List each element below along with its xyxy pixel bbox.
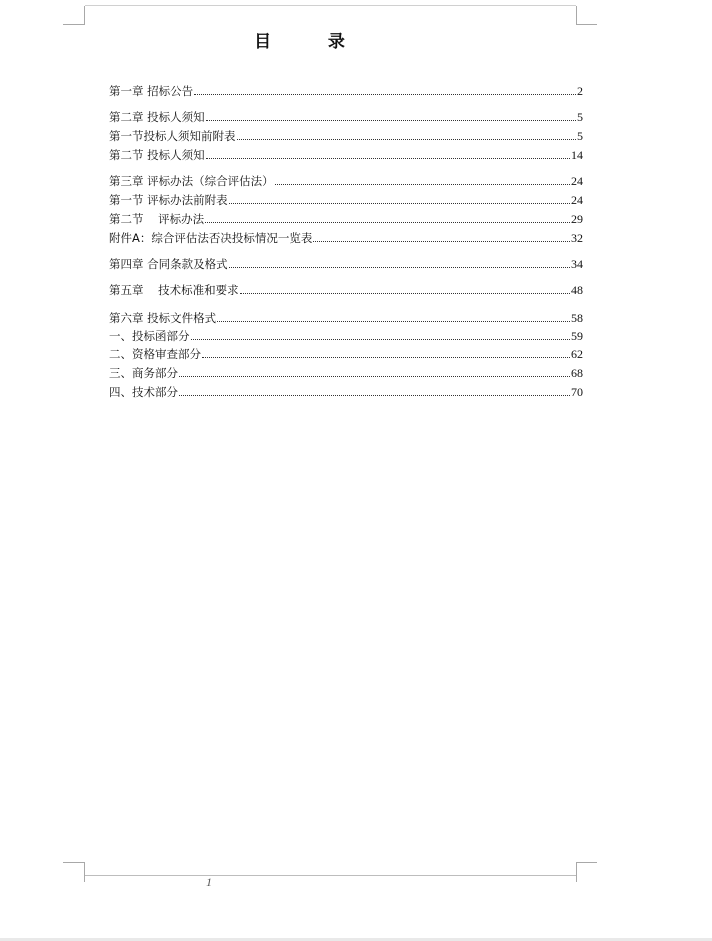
toc-entry[interactable]: [109, 281, 583, 297]
header-rule: [85, 5, 576, 6]
crop-mark-bottom-left-v: [84, 862, 85, 882]
crop-mark-top-right-h: [577, 24, 597, 25]
toc-entry-page: 62: [571, 347, 583, 361]
toc-leader: [237, 139, 577, 140]
toc-entry-page: 70: [571, 385, 583, 399]
toc-entry-text: 四、技术部分: [109, 385, 178, 399]
toc-entry-page: 34: [571, 257, 583, 271]
toc-entry-page: 29: [571, 212, 583, 226]
toc-entry-text: 第二节 投标人须知: [109, 148, 205, 162]
toc-entry-text: 三、商务部分: [109, 366, 178, 380]
toc-entry-text: 第五章 技术标准和要求: [109, 283, 239, 297]
toc-leader: [229, 267, 570, 268]
toc-leader: [275, 184, 570, 185]
page-title: [200, 27, 400, 52]
toc-entry-page: 2: [577, 84, 583, 98]
footer-rule: [85, 875, 576, 876]
toc-entry-text: 第三章 评标办法（综合评估法）: [109, 174, 274, 188]
toc-entry[interactable]: [109, 82, 583, 98]
toc-entry[interactable]: [109, 364, 583, 380]
toc-leader: [240, 293, 570, 294]
crop-mark-top-right-v: [576, 6, 577, 25]
toc-entry-text: 第一节投标人须知前附表: [109, 129, 236, 143]
toc-entry-page: 5: [577, 110, 583, 124]
toc-entry-page: 24: [571, 174, 583, 188]
crop-mark-bottom-left-h: [63, 862, 84, 863]
toc-entry-page: 58: [571, 311, 583, 325]
toc-leader: [217, 321, 570, 322]
footer-page-number: 1: [206, 875, 212, 889]
toc-entry-text: 第六章 投标文件格式: [109, 311, 217, 325]
toc-entry[interactable]: [109, 108, 583, 124]
crop-mark-top-left-v: [84, 6, 85, 25]
toc-entry[interactable]: [109, 191, 583, 207]
toc-entry-text: 第四章 合同条款及格式: [109, 257, 228, 271]
toc-entry-page: 24: [571, 193, 583, 207]
toc-entry[interactable]: [109, 309, 583, 325]
toc-leader: [194, 94, 576, 95]
title-char-2: 录: [327, 32, 346, 52]
toc-entry-text: 第一章 招标公告: [109, 84, 194, 98]
toc-entry[interactable]: [109, 229, 583, 245]
title-char-1: 目: [254, 32, 273, 52]
toc-entry[interactable]: [109, 210, 583, 226]
toc-entry[interactable]: [109, 327, 583, 343]
toc-entry-text: 二、资格审查部分: [109, 347, 201, 361]
toc-entry[interactable]: [109, 345, 583, 361]
toc-entry-page: 32: [571, 231, 583, 245]
toc-leader: [179, 376, 570, 377]
toc-entry-page: 14: [571, 148, 583, 162]
crop-mark-top-left-h: [63, 24, 84, 25]
toc-entry[interactable]: [109, 127, 583, 143]
toc-entry-text: 第二章 投标人须知: [109, 110, 205, 124]
toc-entry[interactable]: [109, 172, 583, 188]
toc-leader: [313, 241, 570, 242]
toc-entry-page: 68: [571, 366, 583, 380]
toc-leader: [202, 357, 570, 358]
toc-entry[interactable]: [109, 383, 583, 399]
toc-entry-text: 第一节 评标办法前附表: [109, 193, 228, 207]
toc-leader: [206, 120, 576, 121]
toc-entry-page: 5: [577, 129, 583, 143]
crop-mark-bottom-right-h: [577, 862, 597, 863]
toc-leader: [179, 395, 570, 396]
toc-entry-text: 附件A：综合评估法否决投标情况一览表: [109, 231, 313, 245]
toc-entry[interactable]: [109, 255, 583, 271]
toc-entry-page: 59: [571, 329, 583, 343]
toc-entry-text: 第二节 评标办法: [109, 212, 205, 226]
toc-leader: [205, 222, 570, 223]
toc-entry-text: 一、投标函部分: [109, 329, 190, 343]
toc-leader: [206, 158, 570, 159]
toc-entry[interactable]: [109, 146, 583, 162]
toc-entry-page: 48: [571, 283, 583, 297]
crop-mark-bottom-right-v: [576, 862, 577, 882]
toc-leader: [191, 339, 571, 340]
toc-leader: [229, 203, 570, 204]
